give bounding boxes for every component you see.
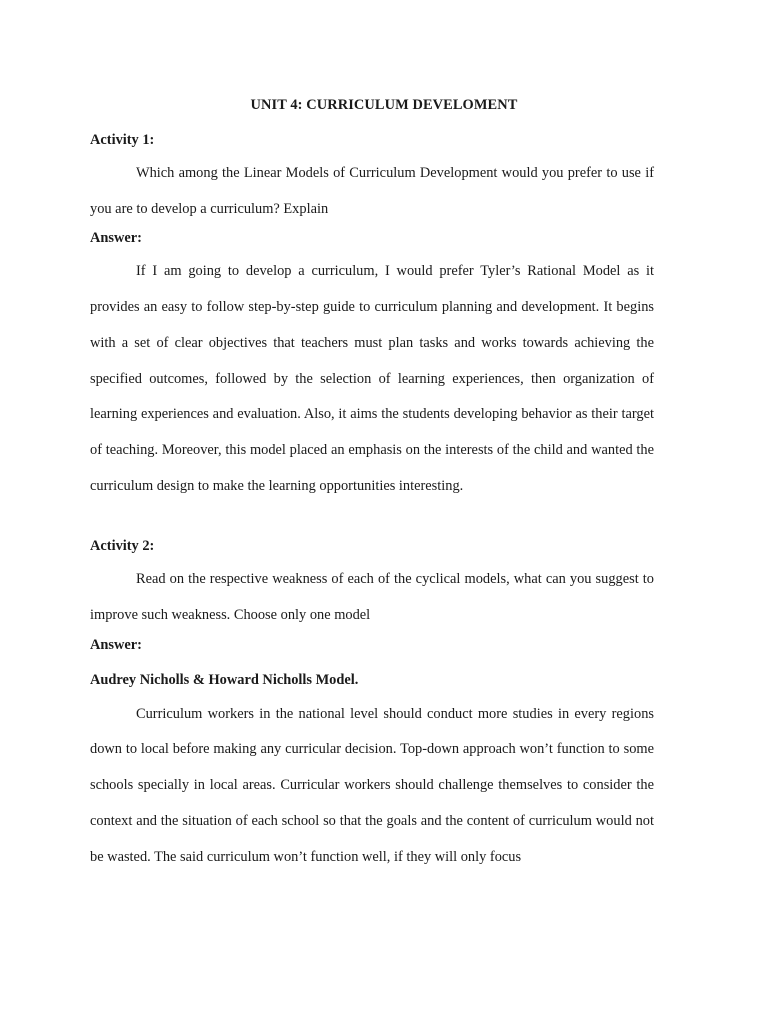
activity-1-answer: If I am going to develop a curriculum, I would prefer Tyler’s Rational Model as it provides an easy to follow step-by-step guide to curriculum planning and development. It begins with a set of clear objectives that teachers must plan tasks and works towards achieving the specified outcomes, followed by the selection of learning experiences, then organization of learning experiences and evaluation. Also, it aims the students developing behavior as their target of teaching. Moreover, this model placed an emphasis on the interests of the child and wanted the curriculum design to make the learning opportunities interesting. <box>90 263 654 494</box>
activity-1-question: Which among the Linear Models of Curriculum Development would you prefer to use if you are to develop a curriculum? Explain <box>90 165 654 217</box>
activity-2-answer-label: Answer: <box>90 636 142 653</box>
document-title: UNIT 4: CURRICULUM DEVELOMENT <box>250 97 518 113</box>
section-spacer <box>90 504 654 539</box>
activity-2-question: Read on the respective weakness of each of the cyclical models, what can you suggest to improve such weakness. Choose only one model <box>90 571 654 624</box>
activity-2-answer: Curriculum workers in the national level should conduct more studies in every regions down to local before making any curricular decision. Top-down approach won’t function to some schools specially in local areas. Curricular workers should challenge themselves to consider the context and the situation of each school so that the goals and the content of curriculum would not be wasted. The said curriculum won’t function well, if they will only focus <box>90 705 654 865</box>
activity-2-model-name: Audrey Nicholls & Howard Nicholls Model. <box>90 671 359 688</box>
activity-1-heading: Activity 1: <box>90 132 155 148</box>
activity-1-answer-label: Answer: <box>90 230 142 247</box>
activity-2-heading: Activity 2: <box>90 538 155 555</box>
